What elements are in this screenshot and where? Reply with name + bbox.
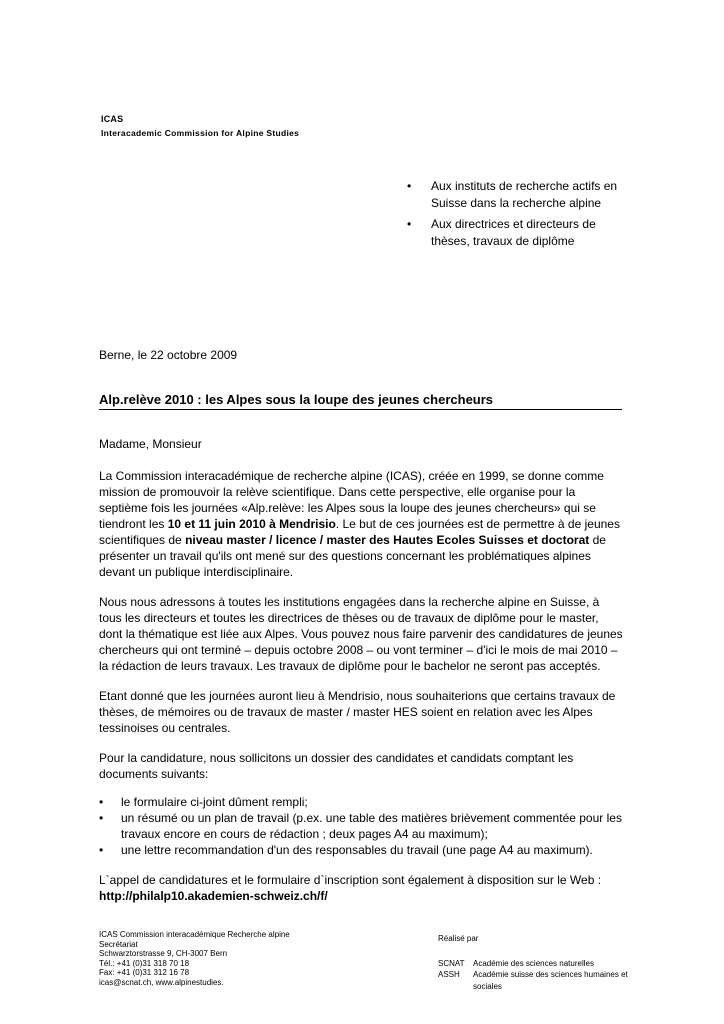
recipient-text: Aux directrices et directeurs de thèses, travaux de diplôme [431, 217, 596, 248]
realise-label: Réalisé par [438, 934, 479, 943]
letter-subject: Alp.relève 2010 : les Alpes sous la loupe des jeunes chercheurs [99, 392, 622, 410]
list-item [99, 842, 624, 858]
footer-line: Tél.: +41 (0)31 318 70 18 [99, 958, 190, 968]
recipient-text: Aux instituts de recherche actifs en Suisse dans la recherche alpine [431, 179, 618, 210]
documents-list [99, 794, 624, 858]
paragraph-application: Pour la candidature, nous sollicitons un dossier des candidates et candidats comptant les documents suivants: [99, 751, 574, 781]
bullet: • [407, 217, 412, 231]
letter-body [99, 436, 624, 904]
paragraph-intro [99, 468, 624, 580]
salutation: Madame, Monsieur [99, 437, 202, 451]
bullet: • [99, 795, 104, 809]
org-abbreviation: ICAS [101, 114, 124, 124]
sponsor-row [438, 958, 658, 970]
letter-date: Berne, le 22 octobre 2009 [99, 348, 238, 362]
footer-address [99, 930, 359, 988]
sponsor-abbr: SCNAT [438, 958, 465, 968]
footer-sponsors [438, 933, 658, 992]
footer-line: Fax: +41 (0)31 312 16 78 [99, 968, 190, 978]
list-item-text: une lettre recommandation d'un des responsables du travail (une page A4 au maximum). [121, 843, 593, 857]
footer-line: ICAS Commission interacadémique Recherche alpine [99, 930, 290, 939]
sponsor-abbr: ASSH [438, 970, 460, 979]
footer-line: Secrétariat [99, 939, 138, 949]
sponsor-row [438, 969, 658, 992]
paragraph-web [99, 872, 624, 904]
recipient-item [405, 178, 620, 212]
text-span: de présenter un travail qu'ils ont mené sur des questions concernant les problématiques alpines devant un publique interdisciplinaire. [99, 533, 606, 579]
text-span: La Commission interacadémique de recherche alpine (ICAS), créée en 1999, se donne comme mission de promouvoir la relève scientifique. Dans cette perspective, elle organise pour la septième fois les journées «Alp.relève: les Alpes sous la loupe des jeunes chercheurs» qui se tiendront les [99, 469, 604, 531]
bullet: • [99, 843, 104, 857]
footer-line: Schwarztorstrasse 9, CH-3007 Bern [99, 949, 228, 959]
paragraph-location: Etant donné que les journées auront lieu à Mendrisio, nous souhaiterions que certains travaux de thèses, de mémoires ou de travaux de master / master HES soient en relation avec les Alpes tessinoises ou centrales. [99, 689, 616, 735]
sponsor-name: Académie suisse des sciences humaines et sociales [473, 970, 628, 991]
bullet: • [99, 811, 104, 825]
list-item [99, 810, 624, 842]
web-text: L`appel de candidatures et le formulaire d`inscription sont également à disposition sur le Web : [99, 873, 602, 887]
text-span: . Le but de ces journées est de permettre à de jeunes scientifiques de [99, 517, 620, 547]
footer-line: icas@scnat.ch, www.alpinestudies. [99, 977, 224, 987]
web-link[interactable]: http://philalp10.akademien-schweiz.ch/f/ [99, 889, 328, 903]
list-item-text: un résumé ou un plan de travail (p.ex. une table des matières brièvement commentée pour les travaux encore en cours de rédaction ; deux pages A4 au maximum); [121, 811, 622, 841]
bullet: • [407, 179, 412, 193]
recipient-item [405, 216, 620, 250]
list-item-text: le formulaire ci-joint dûment rempli; [121, 795, 308, 809]
list-item [99, 794, 624, 810]
org-full-name: Interacademic Commission for Alpine Studies [101, 128, 300, 138]
target-level: niveau master / licence / master des Hautes Ecoles Suisses et doctorat [185, 533, 590, 547]
recipients-list [405, 178, 620, 254]
event-date-location: 10 et 11 juin 2010 à Mendrisio [167, 517, 336, 531]
paragraph-audience: Nous nous adressons à toutes les institutions engagées dans la recherche alpine en Suisse, à tous les directeurs et toutes les directrices de thèses ou de travaux de diplôme pour le master, dont la thématique est liée aux Alpes. Vous pouvez nous faire parvenir des candidatures de jeunes chercheurs qui ont terminé – depuis octobre 2008 – ou vont terminer – d'ici le mois de mai 2010 – la rédaction de leurs travaux. Les travaux de diplôme pour le bachelor ne seront pas acceptés. [99, 595, 623, 673]
sponsor-name: Académie des sciences naturelles [473, 958, 594, 968]
